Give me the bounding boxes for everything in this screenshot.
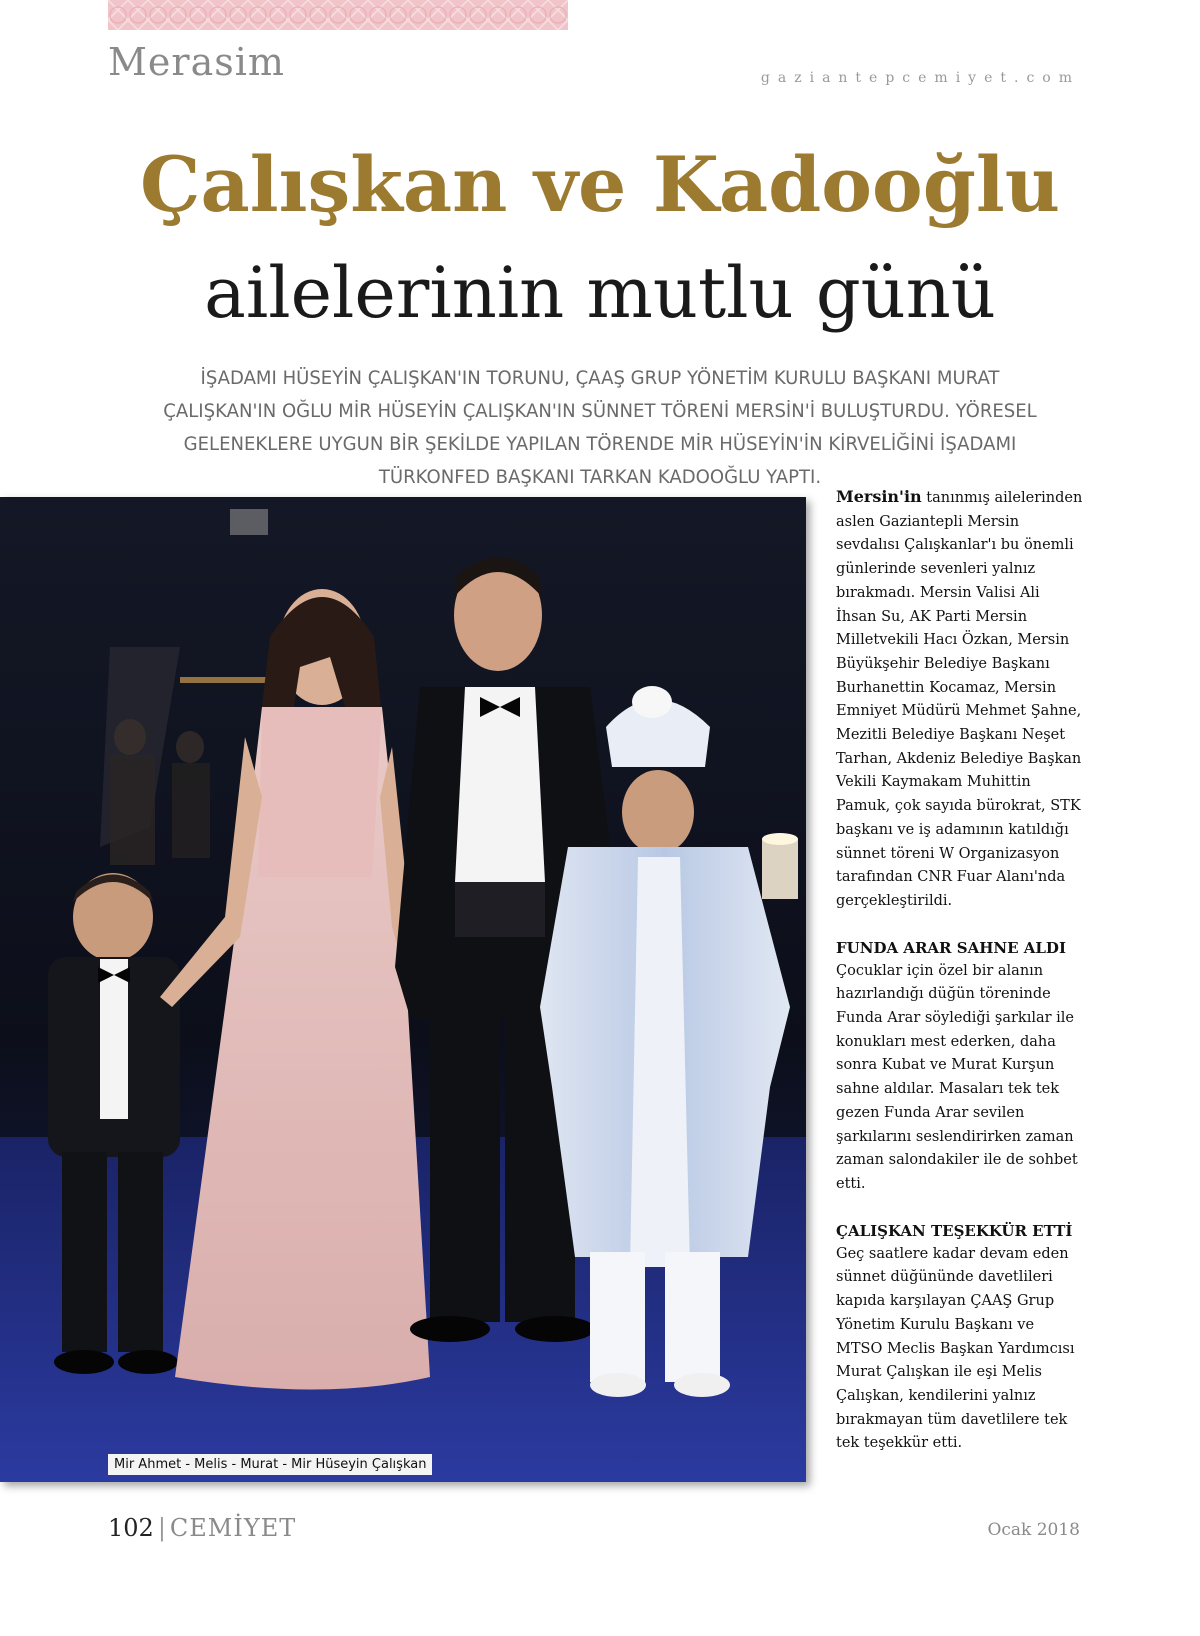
section-label: Merasim (108, 40, 285, 84)
article-paragraph-1 (836, 485, 1084, 914)
site-url: gaziantepcemiyet.com (760, 70, 1080, 86)
subheading-funda-arar: FUNDA ARAR SAHNE ALDI (836, 938, 1066, 957)
page-number: 102 (108, 1514, 154, 1542)
headline-primary: Çalışkan ve Kadooğlu (140, 140, 1060, 229)
headline-secondary: ailelerinin mutlu günü (204, 252, 996, 334)
event-photo (0, 497, 806, 1482)
article-body (836, 485, 1084, 1456)
footer-page-info (108, 1514, 296, 1542)
footer-separator: | (157, 1514, 166, 1542)
issue-date: Ocak 2018 (987, 1520, 1080, 1540)
photo-caption: Mir Ahmet - Melis - Murat - Mir Hüseyin Çalışkan (108, 1454, 432, 1475)
article-paragraph-2: Çocuklar için özel bir alanın hazırlandığı düğün töreninde Funda Arar söylediği şarkılar ile konukları mest ederken, daha sonra Kubat ve Murat Kurşun sahne aldılar. Masaları tek tek gezen Funda Arar sevilen şarkılarını seslendirirken zaman zaman salondakiler ile de sohbet etti. (836, 962, 1078, 1192)
subheading-caliskan: ÇALIŞKAN TEŞEKKÜR ETTİ (836, 1221, 1073, 1240)
paragraph-1-text: tanınmış ailelerinden aslen Gaziantepli Mersin sevdalısı Çalışkanlar'ı bu önemli günlerinde sevenleri yalnız bırakmadı. Mersin Valisi Ali İhsan Su, AK Parti Mersin Milletvekili Hacı Özkan, Mersin Büyükşehir Belediye Başkanı Burhanettin Kocamaz, Mersin Emniyet Müdürü Mehmet Şahne, Mezitli Belediye Başkanı Neşet Tarhan, Akdeniz Belediye Başkan Vekili Kaymakam Muhittin Pamuk, çok sayıda bürokrat, STK başkanı ve iş adamının katıldığı sünnet töreni W Organizasyon tarafından CNR Fuar Alanı'nda gerçekleştirildi. (836, 490, 1083, 909)
lead-paragraph: İŞADAMI HÜSEYİN ÇALIŞKAN'IN TORUNU, ÇAAŞ GRUP YÖNETİM KURULU BAŞKANI MURAT ÇALIŞKAN'IN OĞLU MİR HÜSEYİN ÇALIŞKAN'IN SÜNNET TÖRENİ MERSİN'İ BULUŞTURDU. YÖRESEL GELENEKLERE UYGUN BİR ŞEKİLDE YAPILAN TÖRENDE MİR HÜSEYİN'İN KİRVELİĞİNİ İŞADAMI TÜRKONFED BAŞKANI TARKAN KADOOĞLU YAPTI. (163, 367, 1037, 488)
article-paragraph-3: Geç saatlere kadar devam eden sünnet düğününde davetlileri kapıda karşılayan ÇAAŞ Grup Yönetim Kurulu Başkanı ve MTSO Meclis Başkan Yardımcısı Murat Çalışkan ile eşi Melis Çalışkan, kendilerini yalnız bırakmayan tüm davetlilere tek tek teşekkür etti. (836, 1245, 1075, 1452)
event-photo-illustration (0, 497, 806, 1482)
lead-word: Mersin'in (836, 487, 922, 506)
magazine-name: CEMİYET (169, 1514, 297, 1542)
decorative-pattern-bar (108, 0, 568, 30)
